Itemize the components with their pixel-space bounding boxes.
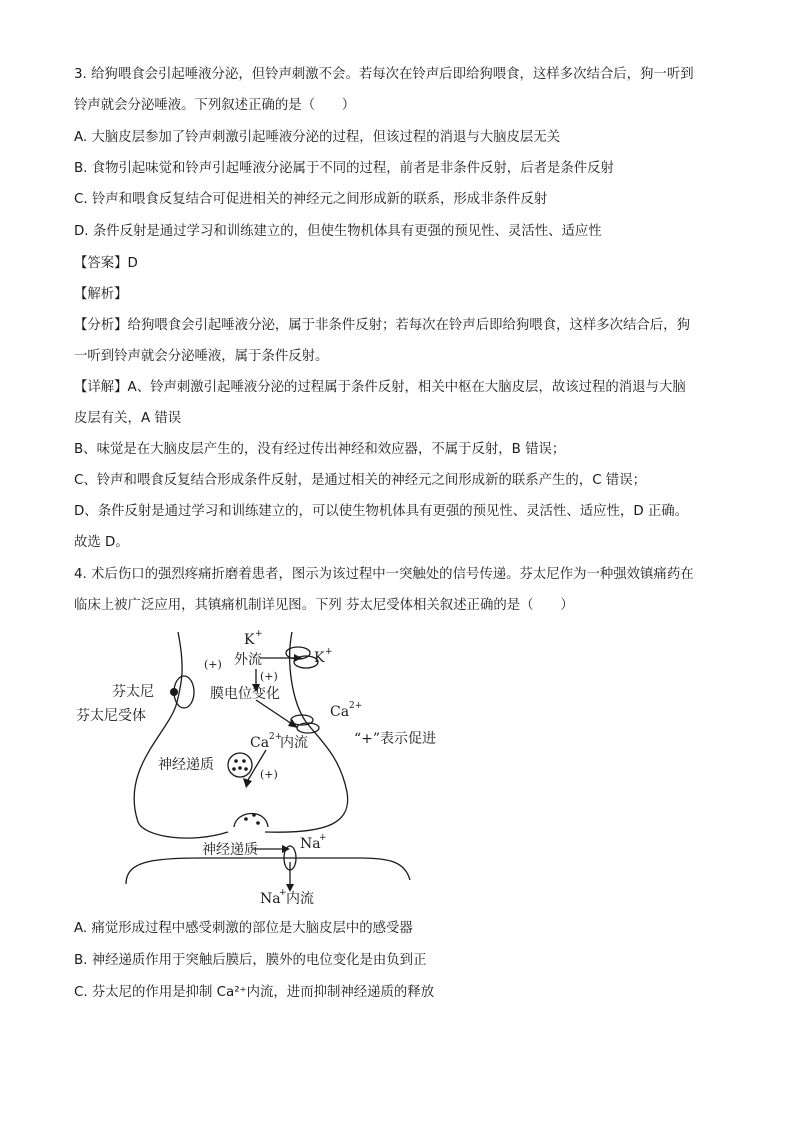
release-dot	[256, 821, 260, 825]
membrane-arrowhead	[288, 719, 298, 728]
q3-stem-line-1: 3. 给狗喂食会引起唾液分泌，但铃声刺激不会。若每次在铃声后即给狗喂食，这样多次结合后，狗一听到	[74, 67, 694, 82]
neurotransmitter-label-1: 神经递质	[158, 757, 214, 773]
vesicle-dot	[242, 759, 246, 763]
q3-detail-line-1: 【详解】A、铃声刺激引起唾液分泌的过程属于条件反射，相关中枢在大脑皮层，故该过程的消退与大脑	[74, 380, 686, 395]
vesicle	[228, 753, 252, 777]
vesicle-dot	[234, 759, 238, 763]
membrane-to-ca-arrow	[256, 700, 292, 724]
ca-down-arrowhead	[243, 778, 252, 788]
k-right-sup: +	[325, 647, 333, 657]
neurotransmitter-label-2: 神经递质	[202, 842, 258, 858]
k-label-top: K	[244, 632, 255, 648]
q4-stem-line-2: 临床上被广泛应用，其镇痛机制详见图。下列 芬太尼受体相关叙述正确的是（ ）	[74, 598, 574, 613]
release-dot	[244, 817, 248, 821]
q3-option-b: B. 食物引起味觉和铃声引起唾液分泌属于不同的过程，前者是非条件反射，后者是条件反射	[74, 161, 614, 176]
q4-option-c: C. 芬太尼的作用是抑制 Ca²⁺内流，进而抑制神经递质的释放	[74, 985, 435, 1000]
release-dot	[252, 813, 256, 817]
ca-label-center: Ca	[250, 735, 270, 751]
q3-stem-line-2: 铃声就会分泌唾液。下列叙述正确的是（ ）	[74, 98, 356, 113]
na-influx-label: 内流	[286, 891, 314, 907]
postsynaptic-membrane	[126, 858, 410, 884]
q3-option-a: A. 大脑皮层参加了铃声刺激引起唾液分泌的过程，但该过程的消退与大脑皮层无关	[74, 130, 561, 145]
synapse-svg	[60, 622, 480, 912]
q4-option-a: A. 痛觉形成过程中感受刺激的部位是大脑皮层中的感受器	[74, 921, 413, 936]
plus-sign-2: (+)	[260, 670, 278, 683]
q3-analysis-line-1: 【分析】给狗喂食会引起唾液分泌，属于非条件反射；若每次在铃声后即给狗喂食，这样多次结合后，狗	[74, 318, 690, 333]
legend-label: “+”表示促进	[354, 731, 437, 747]
q3-option-c: C. 铃声和喂食反复结合可促进相关的神经元之间形成新的联系，形成非条件反射	[74, 192, 548, 207]
ca-right-sup: 2+	[349, 701, 363, 711]
membrane-change-label: 膜电位变化	[210, 686, 280, 702]
vesicle-dot	[238, 766, 242, 770]
q3-analysis-label: 【解析】	[74, 287, 128, 302]
na-bottom-sup: +	[279, 888, 287, 898]
na-label-bottom: Na	[260, 891, 281, 907]
q3-answer: 【答案】D	[74, 256, 138, 271]
q3-analysis-line-2: 一听到铃声就会分泌唾液，属于条件反射。	[74, 349, 329, 364]
q4-option-b: B. 神经递质作用于突触后膜后，膜外的电位变化是由负到正	[74, 953, 427, 968]
q3-detail-c: C、铃声和喂食反复结合形成条件反射，是通过相关的神经元之间形成新的联系产生的，C 错误；	[74, 473, 646, 488]
plus-sign-3: (+)	[260, 768, 278, 781]
q3-detail-line-2: 皮层有关，A 错误	[74, 411, 182, 426]
k-label-right: K	[314, 650, 325, 666]
na-label-right: Na	[300, 836, 321, 852]
vesicle-dot	[232, 767, 236, 771]
na-right-sup: +	[319, 833, 327, 843]
efflux-label: 外流	[234, 652, 262, 668]
fentanyl-receptor-label: 芬太尼受体	[76, 708, 146, 724]
fentanyl-dot	[170, 688, 178, 696]
ca-label-right: Ca	[330, 704, 350, 720]
k-top-sup: +	[255, 629, 263, 639]
vesicle-dot	[244, 767, 248, 771]
q3-detail-d: D、条件反射是通过学习和训练建立的，可以使生物机体具有更强的预见性、灵活性、适应性，D 正确。	[74, 504, 689, 519]
plus-sign-1: (+)	[204, 658, 222, 671]
q3-conclusion: 故选 D。	[74, 535, 129, 550]
release-site	[234, 813, 268, 827]
q3-option-d: D. 条件反射是通过学习和训练建立的，但使生物机体具有更强的预见性、灵活性、适应性	[74, 224, 602, 239]
efflux-arrowhead	[294, 654, 302, 662]
synapse-diagram	[60, 622, 480, 912]
q3-detail-b: B、味觉是在大脑皮层产生的，没有经过传出神经和效应器，不属于反射，B 错误；	[74, 442, 566, 457]
fentanyl-label: 芬太尼	[112, 684, 154, 700]
q4-stem-line-1: 4. 术后伤口的强烈疼痛折磨着患者，图示为该过程中一突触处的信号传递。芬太尼作为一种强效镇痛药在	[74, 567, 694, 582]
ca-influx-label: 内流	[280, 735, 308, 751]
ca-center-sup: 2+	[269, 732, 283, 742]
